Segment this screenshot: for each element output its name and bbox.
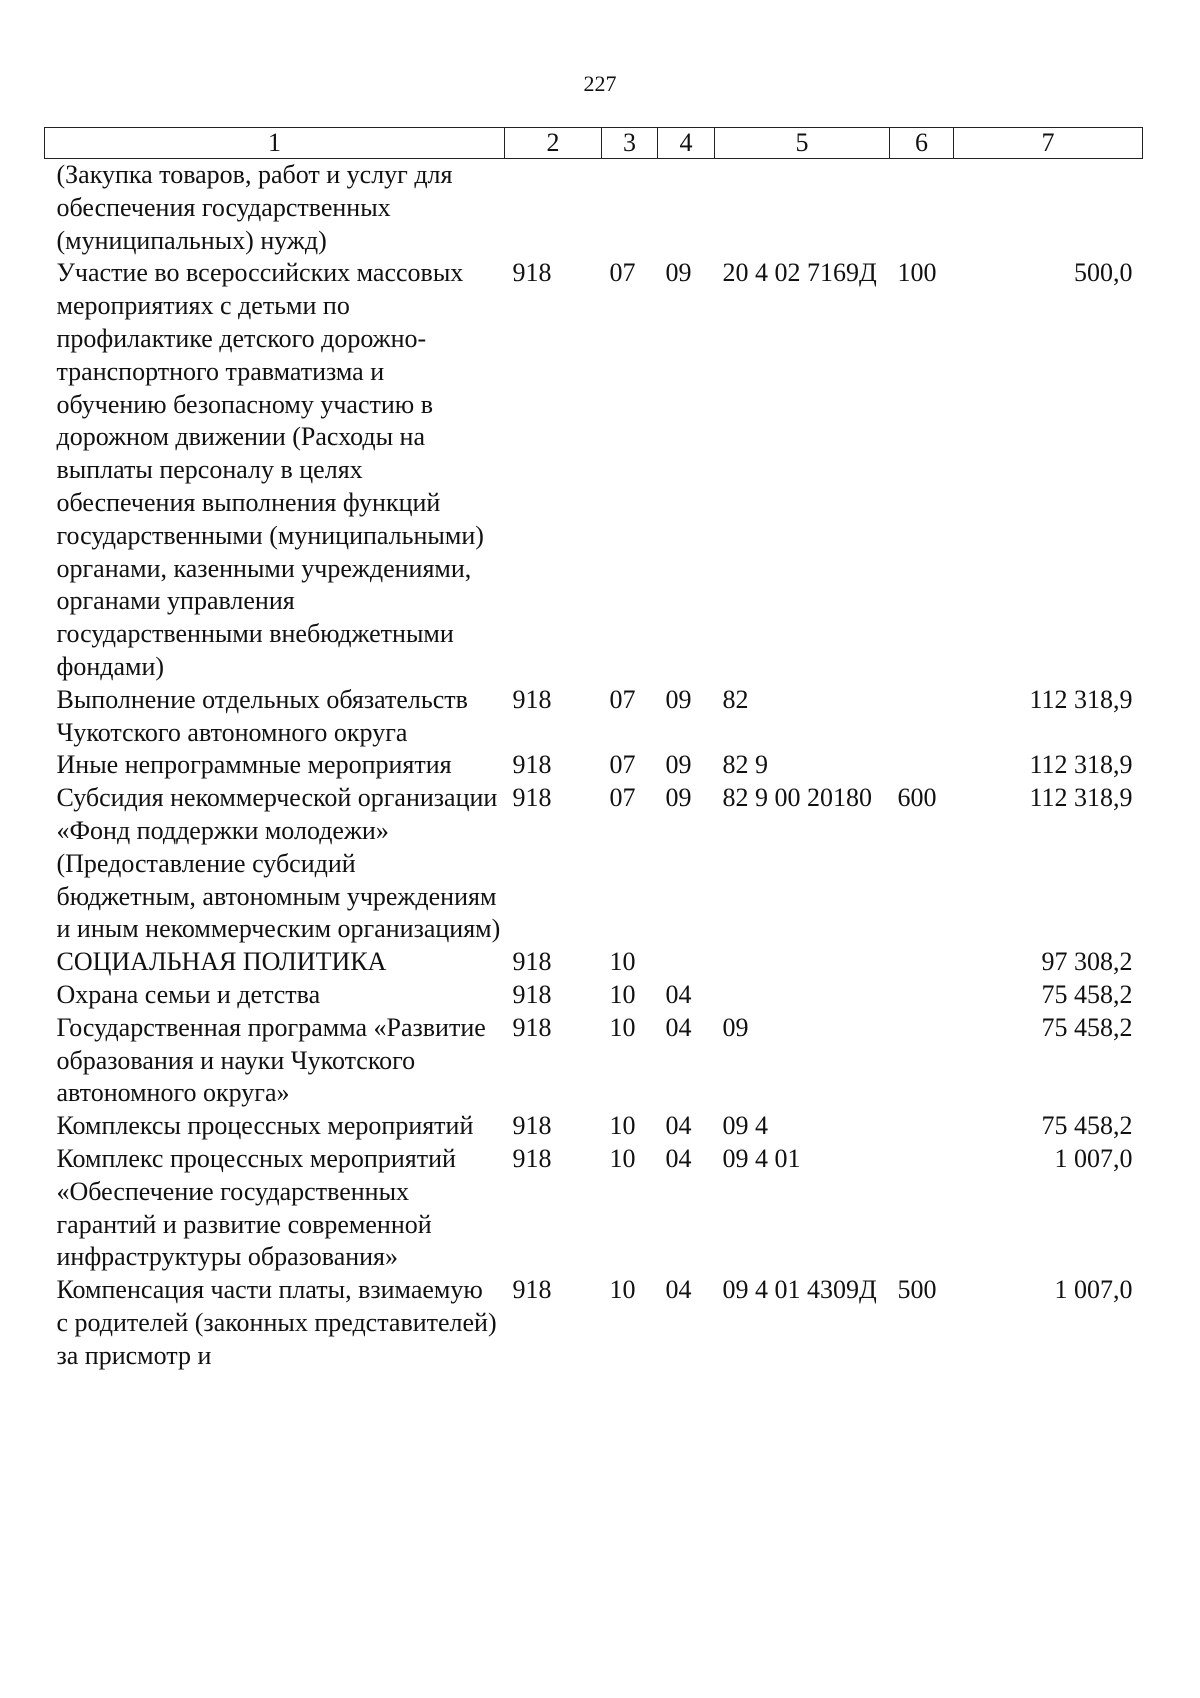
row-amount-cell: 112 318,9 [1029,783,1133,813]
header-col-6: 6 [890,128,954,159]
row-grbs-cell [505,159,602,258]
row-amount-cell: 500,0 [1074,258,1133,288]
row-target-article-cell: 20 4 02 7169Д [722,258,877,288]
row-section-cell: 10 [609,1275,636,1305]
row-subsection-cell: 04 [665,1275,692,1305]
row-section-cell: 10 [609,947,636,977]
row-grbs-cell: 918 [512,1012,552,1042]
row-amount-cell: 1 007,0 [1054,1275,1133,1305]
row-amount-cell: 75 458,2 [1041,1012,1133,1042]
row-subsection-cell: 04 [665,1143,692,1173]
table-row [45,1274,1143,1372]
row-grbs-cell: 918 [512,783,552,813]
row-name-cell: Субсидия некоммерческой организации «Фонд поддержки молодежи» (Предоставление субсидий бюджетным, автономным учреждениям и иным некоммерческим организациям) [56,783,501,944]
row-name-cell: (Закупка товаров, работ и услуг для обеспечения государственных (муниципальных) нужд) [56,160,453,255]
row-section-cell: 07 [609,258,636,288]
row-grbs-cell: 918 [512,1275,552,1305]
header-row [45,128,1143,159]
row-subsection-cell: 09 [665,783,692,813]
page-number: 227 [583,71,617,96]
row-name-cell: Участие во всероссийских массовых мероприятиях с детьми по профилактике детского дорожно-транспортного травматизма и обучению безопасному участию в дорожном движении (Расходы на выплаты персоналу в целях обеспечения выполнения функций государственными (муниципальными) органами, казенными учреждениями, органами управления государственными внебюджетными фондами) [56,258,484,681]
row-name-cell: Выполнение отдельных обязательств Чукотского автономного округа [56,684,468,747]
row-target-article-cell: 09 4 [722,1111,768,1141]
row-target-article-cell [715,159,890,258]
row-section-cell: 10 [609,1143,636,1173]
row-section-cell [602,159,658,258]
row-grbs-cell: 918 [512,979,552,1009]
row-grbs-cell: 918 [512,1143,552,1173]
row-target-article-cell: 09 4 01 4309Д [722,1275,877,1305]
table-row [45,1012,1143,1110]
row-target-article-cell: 82 9 00 20180 [722,783,872,813]
row-section-cell: 10 [609,1111,636,1141]
row-amount-cell: 75 458,2 [1041,979,1133,1009]
table-row [45,782,1143,946]
table-row [45,1110,1143,1143]
row-amount-cell: 97 308,2 [1041,947,1133,977]
row-amount-cell [954,159,1143,258]
row-expense-type-cell: 600 [897,783,937,813]
row-section-cell: 10 [609,1012,636,1042]
row-grbs-cell: 918 [512,947,552,977]
header-col-5: 5 [715,128,890,159]
row-amount-cell: 75 458,2 [1041,1111,1133,1141]
header-col-2: 2 [505,128,602,159]
row-name-cell: Государственная программа «Развитие образования и науки Чукотского автономного округа» [56,1012,486,1108]
row-expense-type-cell [890,946,954,979]
row-section-cell: 10 [609,979,636,1009]
table-row [45,749,1143,782]
row-section-cell: 07 [609,684,636,714]
row-subsection-cell: 04 [665,979,692,1009]
row-name-cell: Комплекс процессных мероприятий «Обеспечение государственных гарантий и развитие современной инфраструктуры образования» [56,1143,456,1272]
header-col-7: 7 [954,128,1143,159]
row-subsection-cell: 04 [665,1111,692,1141]
row-amount-cell: 1 007,0 [1054,1143,1133,1173]
table-row [45,257,1143,683]
row-target-article-cell: 09 4 01 [722,1143,801,1173]
row-name-cell: Компенсация части платы, взимаемую с родителей (законных представителей) за присмотр и [56,1275,497,1370]
row-expense-type-cell [890,684,954,750]
table-row [45,159,1143,258]
row-name-cell: Охрана семьи и детства [56,979,321,1009]
row-subsection-cell: 09 [665,750,692,780]
row-expense-type-cell: 500 [897,1275,937,1305]
row-name-cell: Иные непрограммные мероприятия [56,750,452,780]
header-col-3: 3 [602,128,658,159]
header-col-1: 1 [45,128,505,159]
row-grbs-cell: 918 [512,258,552,288]
row-grbs-cell: 918 [512,684,552,714]
row-grbs-cell: 918 [512,1111,552,1141]
table-row [45,684,1143,750]
table-row [45,1143,1143,1274]
table-row [45,946,1143,979]
row-amount-cell: 112 318,9 [1029,750,1133,780]
row-name-cell: СОЦИАЛЬНАЯ ПОЛИТИКА [56,947,387,977]
row-expense-type-cell: 100 [897,258,937,288]
row-expense-type-cell [890,979,954,1012]
row-expense-type-cell [890,1012,954,1110]
row-section-cell: 07 [609,750,636,780]
row-name-cell: Комплексы процессных мероприятий [56,1111,474,1141]
row-subsection-cell: 04 [665,1012,692,1042]
table-row [45,979,1143,1012]
row-expense-type-cell [890,1110,954,1143]
row-expense-type-cell [890,1143,954,1274]
row-expense-type-cell [890,159,954,258]
row-target-article-cell: 82 9 [722,750,768,780]
table-header [45,128,1143,159]
budget-table [44,127,1143,1372]
row-grbs-cell: 918 [512,750,552,780]
row-subsection-cell: 09 [665,684,692,714]
row-target-article-cell [715,946,890,979]
row-subsection-cell [658,946,715,979]
row-section-cell: 07 [609,783,636,813]
row-target-article-cell: 82 [722,684,749,714]
table-body [45,159,1143,1373]
row-subsection-cell [658,159,715,258]
row-expense-type-cell [890,749,954,782]
row-target-article-cell [715,979,890,1012]
row-subsection-cell: 09 [665,258,692,288]
row-amount-cell: 112 318,9 [1029,684,1133,714]
header-col-4: 4 [658,128,715,159]
row-target-article-cell: 09 [722,1012,749,1042]
